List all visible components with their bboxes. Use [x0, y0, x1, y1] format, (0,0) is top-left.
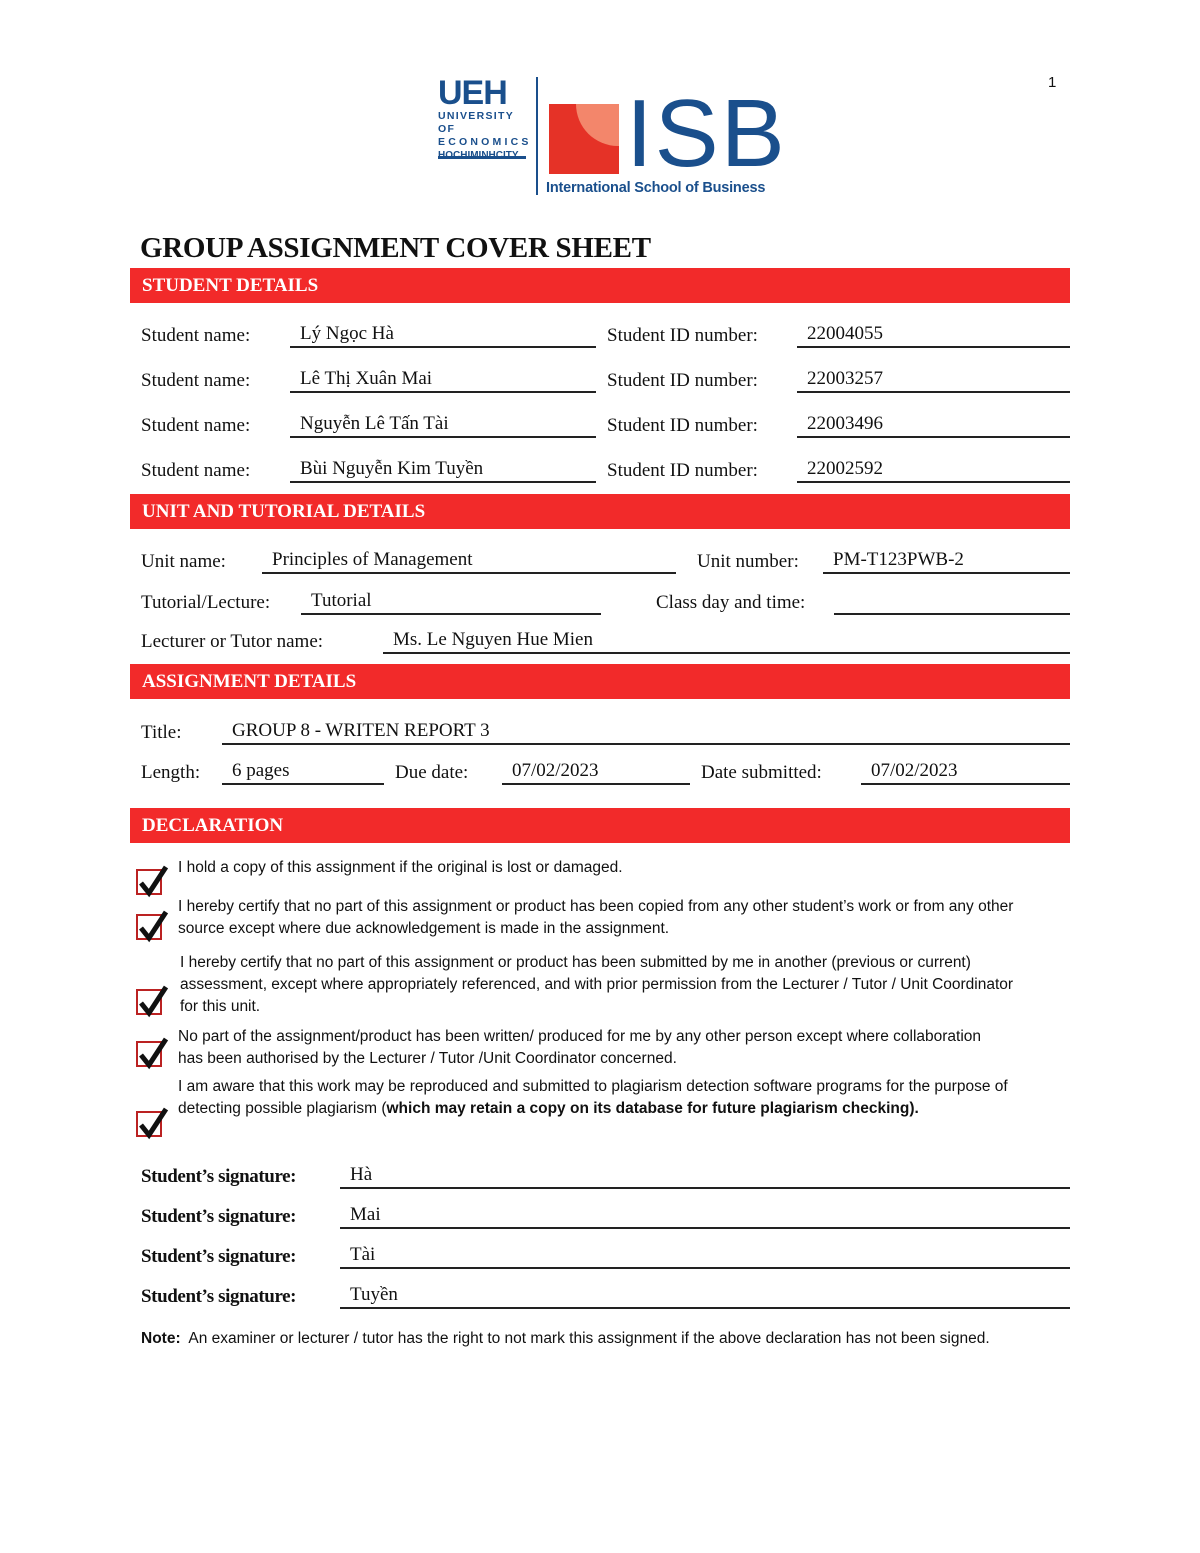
declaration-checkbox[interactable] — [136, 989, 162, 1015]
declaration-checkbox[interactable] — [136, 869, 162, 895]
assignment-title-label: Title: — [141, 722, 182, 743]
declaration-text: No part of the assignment/product has been written/ produced for me by any other person except where collaboration has been authorised by the Lecturer / Tutor /Unit Coordinator concerned. — [178, 1028, 982, 1067]
declaration-text: I hereby certify that no part of this assignment or product has been submitted by me in another (previous or current) assessment, except where appropriately referenced, and with prior permission from the Lecturer / Tutor / Unit Coordinator for this unit. — [180, 954, 1014, 1015]
student-id-label: Student ID number: — [607, 460, 758, 481]
isb-logo-text: ISB — [626, 80, 787, 187]
note-text: An examiner or lecturer / tutor has the right to not mark this assignment if the above declaration has not been signed. — [188, 1330, 990, 1347]
declaration-text-bold: which may retain a copy on its database for future plagiarism checking). — [386, 1100, 919, 1117]
unit-name-field[interactable]: Principles of Management — [262, 548, 676, 574]
signature-field[interactable]: Mai — [340, 1203, 1070, 1229]
student-name-label: Student name: — [141, 370, 251, 391]
student-id-field[interactable]: 22004055 — [797, 322, 1070, 348]
student-id-field[interactable]: 22003496 — [797, 412, 1070, 438]
unit-name-label: Unit name: — [141, 551, 226, 572]
student-name-label: Student name: — [141, 415, 251, 436]
student-id-label: Student ID number: — [607, 325, 758, 346]
ueh-logo-line1: UNIVERSITY OF — [438, 110, 514, 135]
page-title: GROUP ASSIGNMENT COVER SHEET — [140, 232, 651, 264]
due-date-label: Due date: — [395, 762, 469, 783]
checkmark-icon — [136, 863, 170, 899]
declaration-checkbox[interactable] — [136, 914, 162, 940]
unit-number-field[interactable]: PM-T123PWB-2 — [823, 548, 1070, 574]
declaration-checkbox[interactable] — [136, 1041, 162, 1067]
ueh-logo-line2: ECONOMICS — [438, 136, 532, 148]
declaration-text — [178, 1076, 1058, 1120]
length-label: Length: — [141, 762, 201, 783]
ueh-logo-rule — [438, 156, 526, 159]
logo-divider — [536, 77, 538, 195]
class-day-time-field[interactable] — [834, 589, 1070, 615]
unit-number-label: Unit number: — [697, 551, 799, 572]
signature-label: Student’s signature: — [141, 1166, 297, 1187]
declaration-checkbox[interactable] — [136, 1111, 162, 1137]
lecturer-field[interactable]: Ms. Le Nguyen Hue Mien — [383, 628, 1070, 654]
date-submitted-field[interactable]: 07/02/2023 — [861, 759, 1070, 785]
checkmark-icon — [136, 1105, 170, 1141]
section-assignment-details: ASSIGNMENT DETAILS — [130, 664, 1070, 699]
student-name-field[interactable]: Lê Thị Xuân Mai — [290, 367, 596, 393]
student-name-field[interactable]: Bùi Nguyễn Kim Tuyền — [290, 457, 596, 483]
student-name-label: Student name: — [141, 325, 251, 346]
section-unit-details: UNIT AND TUTORIAL DETAILS — [130, 494, 1070, 529]
class-day-time-label: Class day and time: — [656, 592, 806, 613]
date-submitted-label: Date submitted: — [701, 762, 822, 783]
declaration-text-plain: I am aware that this work may be reproduced and submitted to plagiarism detection software programs for the purpose of detecting possible plagiarism ( — [178, 1078, 1008, 1117]
checkmark-icon — [136, 1035, 170, 1071]
declaration-text: I hereby certify that no part of this assignment or product has been copied from any other student’s work or from any other source except where due acknowledgement is made in the assignment. — [178, 898, 1014, 937]
assignment-title-field[interactable]: GROUP 8 - WRITEN REPORT 3 — [222, 719, 1070, 745]
signature-label: Student’s signature: — [141, 1206, 297, 1227]
checkmark-icon — [136, 908, 170, 944]
checkmark-icon — [136, 983, 170, 1019]
declaration-text: I hold a copy of this assignment if the original is lost or damaged. — [178, 859, 623, 876]
signature-field[interactable]: Tuyền — [340, 1283, 1070, 1309]
section-student-details: STUDENT DETAILS — [130, 268, 1070, 303]
signature-field[interactable]: Hà — [340, 1163, 1070, 1189]
note — [141, 1327, 1061, 1350]
page-number: 1 — [1048, 74, 1057, 91]
student-id-field[interactable]: 22003257 — [797, 367, 1070, 393]
student-id-label: Student ID number: — [607, 415, 758, 436]
student-name-field[interactable]: Lý Ngọc Hà — [290, 322, 596, 348]
signature-label: Student’s signature: — [141, 1246, 297, 1267]
due-date-field[interactable]: 07/02/2023 — [502, 759, 690, 785]
section-declaration: DECLARATION — [130, 808, 1070, 843]
tutorial-field[interactable]: Tutorial — [301, 589, 601, 615]
tutorial-label: Tutorial/Lecture: — [141, 592, 271, 613]
student-name-field[interactable]: Nguyễn Lê Tấn Tài — [290, 412, 596, 438]
note-label: Note: — [141, 1330, 181, 1347]
length-field[interactable]: 6 pages — [222, 759, 384, 785]
signature-field[interactable]: Tài — [340, 1243, 1070, 1269]
signature-label: Student’s signature: — [141, 1286, 297, 1307]
ueh-logo-text: UEH — [438, 74, 507, 112]
isb-logo-subtitle: International School of Business — [546, 180, 766, 196]
lecturer-label: Lecturer or Tutor name: — [141, 631, 324, 652]
student-name-label: Student name: — [141, 460, 251, 481]
student-id-label: Student ID number: — [607, 370, 758, 391]
student-id-field[interactable]: 22002592 — [797, 457, 1070, 483]
